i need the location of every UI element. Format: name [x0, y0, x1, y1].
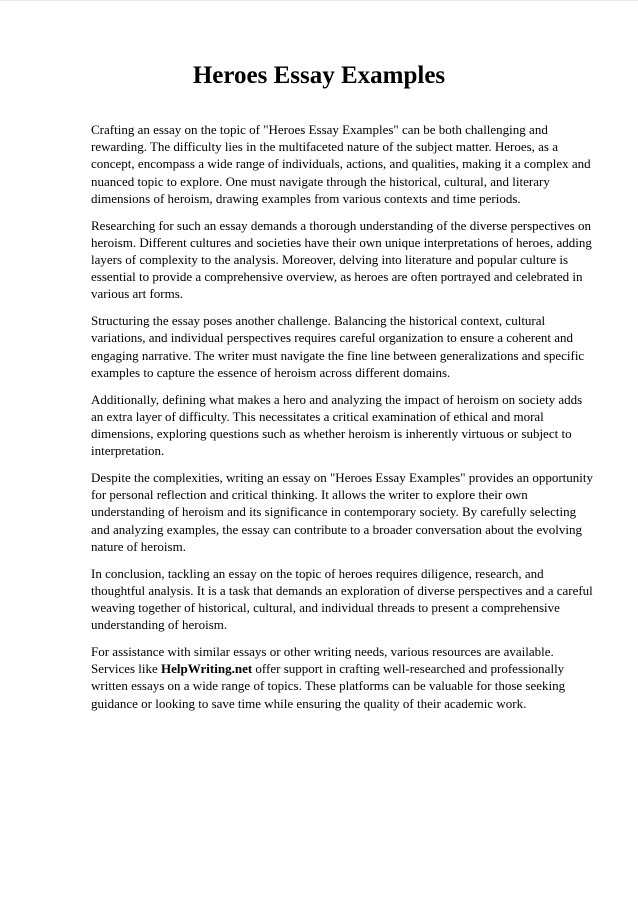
paragraph-assistance	[91, 643, 597, 712]
paragraph-opportunity: Despite the complexities, writing an essay on "Heroes Essay Examples" provides an opportunity for personal reflection and critical thinking. It allows the writer to explore their own understanding of heroism and its significance in contemporary society. By carefully selecting and analyzing examples, the essay can contribute to a broader conversation about the evolving nature of heroism.	[91, 470, 593, 554]
paragraph-definition: Additionally, defining what makes a hero and analyzing the impact of heroism on society adds an extra layer of difficulty. This necessitates a critical examination of ethical and moral dimensions, exploring questions such as whether heroism is inherently virtuous or subject to interpretation.	[91, 391, 583, 459]
paragraph-conclusion: In conclusion, tackling an essay on the topic of heroes requires diligence, research, and thoughtful analysis. It is a task that demands an exploration of diverse perspectives and a careful weaving together of historical, cultural, and individual threads to present a comprehensive understanding of heroism.	[91, 565, 593, 633]
assistance-text-before: For assistance with similar essays or other writing needs, various resources are available. Services like	[91, 644, 554, 677]
paragraph-intro: Crafting an essay on the topic of "Heroes Essay Examples" can be both challenging and rewarding. The difficulty lies in the multifaceted nature of the subject matter. Heroes, as a concept, encompass a wide range of individuals, actions, and qualities, making it a complex and nuanced topic to explore. One must navigate through the historical, cultural, and literary dimensions of heroism, drawing examples from various contexts and time periods.	[91, 122, 591, 206]
document-body	[91, 121, 597, 721]
document-title: Heroes Essay Examples	[192, 62, 446, 89]
assistance-text-after: offer support in crafting well-researched and professionally written essays on a wide range of topics. These platforms can be valuable for those seeking guidance or looking to save time while ensuring the quality of their academic work.	[91, 661, 566, 711]
brand-name: HelpWriting.net	[161, 661, 253, 677]
paragraph-research: Researching for such an essay demands a thorough understanding of the diverse perspectives on heroism. Different cultures and societies have their own unique interpretations of heroes, adding layers of complexity to the analysis. Moreover, delving into literature and popular culture is essential to provide a comprehensive overview, as heroes are often portrayed and celebrated in various art forms.	[91, 217, 592, 302]
paragraph-structure: Structuring the essay poses another challenge. Balancing the historical context, cultural variations, and individual perspectives requires careful organization to ensure a coherent and engaging narrative. The writer must navigate the fine line between generalizations and specific examples to capture the essence of heroism across different domains.	[91, 313, 585, 380]
